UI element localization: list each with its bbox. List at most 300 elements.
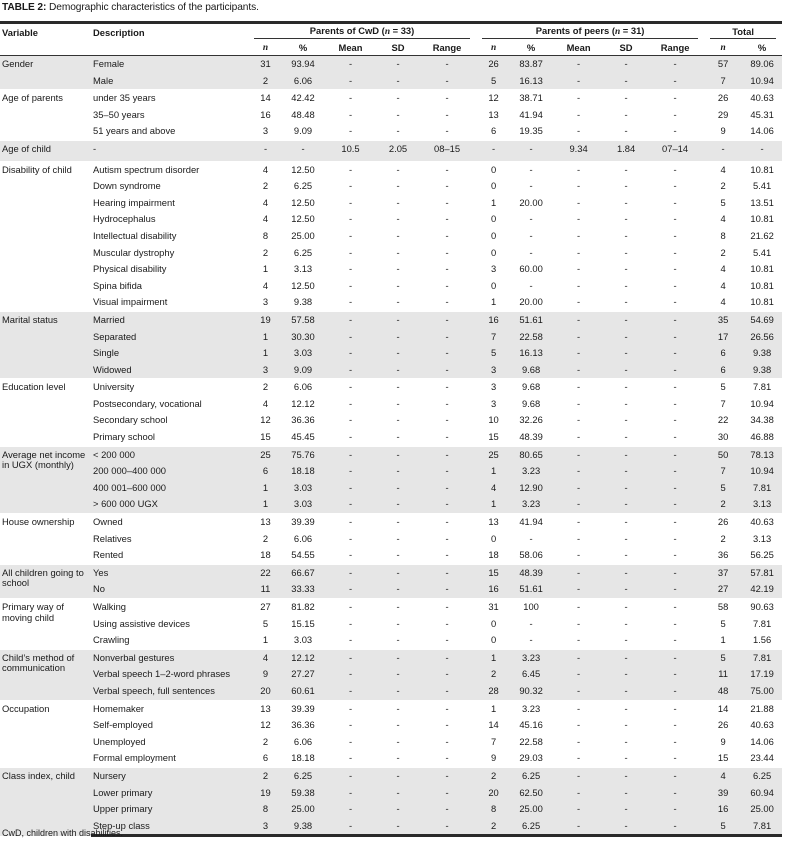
total-pct-cell: 9.38 <box>742 362 782 379</box>
peers-pct-cell: - <box>529 634 533 646</box>
cwd-range-cell: - <box>418 496 476 513</box>
peers-sd-cell: - <box>606 683 646 700</box>
cwd-range-cell: - <box>445 752 449 764</box>
cwd-n-cell: 13 <box>248 700 283 717</box>
peers-range-cell: - <box>673 213 677 225</box>
total-n-cell: 7 <box>704 463 742 480</box>
peers-n-cell: 20 <box>476 785 511 802</box>
peers-mean-cell: - <box>577 752 581 764</box>
header-blank <box>0 40 91 56</box>
peers-mean-cell: - <box>551 496 606 513</box>
cwd-sd-cell: - <box>378 56 418 73</box>
description-cell: Relatives <box>93 532 132 544</box>
total-pct-cell: 25.00 <box>742 801 782 818</box>
cwd-sd-cell: - <box>396 431 400 443</box>
description-cell: Homemaker <box>91 700 248 717</box>
cwd-pct-cell: 27.27 <box>283 666 323 683</box>
peers-sd-cell: - <box>606 599 646 616</box>
cwd-n-cell: 6 <box>248 463 283 480</box>
description-cell: Verbal speech, full sentences <box>91 683 248 700</box>
cwd-n-cell: 1 <box>248 480 283 497</box>
peers-mean-cell: - <box>551 564 606 581</box>
cwd-n-cell: 1 <box>248 345 283 362</box>
cwd-sd-cell: - <box>378 683 418 700</box>
cwd-pct-cell: 81.82 <box>283 599 323 616</box>
total-pct-cell: 75.00 <box>742 683 782 700</box>
peers-n-cell: 13 <box>476 514 511 531</box>
peers-n-cell: 15 <box>488 431 499 443</box>
table-row <box>0 649 782 666</box>
header-peers-mean: Mean <box>551 40 606 56</box>
table-row <box>0 446 782 463</box>
cwd-range-cell: - <box>418 649 476 666</box>
total-pct-cell: 5.41 <box>752 246 772 258</box>
cwd-pct-cell: 6.06 <box>293 532 313 544</box>
description-cell: Down syndrome <box>93 180 161 192</box>
peers-pct-cell: 51.61 <box>511 581 551 598</box>
total-pct-cell: - <box>742 140 782 161</box>
peers-pct-cell: 58.06 <box>519 549 543 561</box>
peers-mean-cell: - <box>551 90 606 107</box>
cwd-mean-cell: - <box>348 229 353 241</box>
peers-mean-cell: - <box>551 581 606 598</box>
header-peers-pct: % <box>511 40 551 56</box>
peers-n-cell: 0 <box>476 161 511 178</box>
header-cwd-pct: % <box>283 40 323 56</box>
cwd-pct-cell: 12.50 <box>291 196 315 208</box>
table-row <box>0 261 782 278</box>
total-n-cell: 2 <box>720 532 726 544</box>
cwd-mean-cell: - <box>323 73 378 90</box>
peers-n-cell: 0 <box>490 634 497 646</box>
variable-cell: House ownership <box>0 514 91 565</box>
cwd-pct-cell: 25.00 <box>291 229 315 241</box>
cwd-mean-cell: - <box>348 279 353 291</box>
total-pct-cell: 78.13 <box>742 446 782 463</box>
peers-pct-cell: 29.03 <box>519 752 543 764</box>
description-cell: Visual impairment <box>93 296 168 308</box>
cwd-pct-cell: 45.45 <box>291 431 315 443</box>
peers-range-cell: - <box>673 735 677 747</box>
peers-sd-cell: - <box>624 296 628 308</box>
peers-sd-cell: - <box>624 108 628 120</box>
header-group-cwd: Parents of CwD (n = 33) <box>248 23 476 41</box>
cwd-sd-cell: - <box>378 90 418 107</box>
peers-range-cell: - <box>646 161 704 178</box>
peers-range-cell: - <box>646 345 704 362</box>
peers-range-cell: - <box>646 480 704 497</box>
description-cell: 35–50 years <box>93 108 145 120</box>
cwd-sd-cell: - <box>378 785 418 802</box>
cwd-n-cell: 20 <box>248 683 283 700</box>
cwd-n-cell: 6 <box>262 752 269 764</box>
peers-range-cell: - <box>673 752 677 764</box>
peers-mean-cell: - <box>577 532 581 544</box>
total-pct-cell: 7.81 <box>752 617 772 629</box>
cwd-n-cell: 16 <box>260 108 271 120</box>
peers-n-cell: 14 <box>488 719 499 731</box>
description-cell: Postsecondary, vocational <box>93 397 202 409</box>
table-row <box>0 429 782 446</box>
cwd-mean-cell: 10.5 <box>323 140 378 161</box>
cwd-mean-cell: - <box>348 719 353 731</box>
total-pct-cell: 7.81 <box>742 649 782 666</box>
peers-n-cell: 0 <box>490 617 497 629</box>
cwd-mean-cell: - <box>348 180 353 192</box>
table-row <box>0 211 782 228</box>
peers-pct-cell: 9.68 <box>511 362 551 379</box>
total-pct-cell: 17.19 <box>742 666 782 683</box>
total-pct-cell: 45.31 <box>750 108 774 120</box>
cwd-range-cell: - <box>418 599 476 616</box>
table-row <box>0 123 782 140</box>
peers-mean-cell: 9.34 <box>551 140 606 161</box>
cwd-n-cell: 12 <box>260 414 271 426</box>
cwd-sd-cell: - <box>378 480 418 497</box>
peers-pct-cell: 83.87 <box>511 56 551 73</box>
peers-range-cell: - <box>673 397 677 409</box>
table-label: TABLE 2: <box>2 2 47 13</box>
table-row <box>0 750 782 767</box>
total-n-cell: 35 <box>704 311 742 328</box>
cwd-mean-cell: - <box>323 818 378 836</box>
peers-n-cell: 15 <box>476 564 511 581</box>
table-row <box>0 531 782 548</box>
header-peers-range: Range <box>646 40 704 56</box>
peers-n-cell: 0 <box>490 229 497 241</box>
variable-cell: Age of parents <box>0 90 91 141</box>
table-title: Demographic characteristics of the participants. <box>46 2 259 13</box>
peers-mean-cell: - <box>577 229 581 241</box>
peers-mean-cell: - <box>577 634 581 646</box>
cwd-pct-cell: 75.76 <box>283 446 323 463</box>
cwd-n-cell: 4 <box>262 397 269 409</box>
cwd-n-cell: 4 <box>262 196 269 208</box>
variable-cell: Primary way of moving child <box>0 599 91 650</box>
cwd-mean-cell: - <box>323 311 378 328</box>
table-row <box>0 632 782 649</box>
cwd-mean-cell: - <box>348 296 353 308</box>
table-row <box>0 294 782 311</box>
total-n-cell: 17 <box>704 329 742 346</box>
total-n-cell: 26 <box>717 719 729 731</box>
peers-pct-cell: 12.90 <box>511 480 551 497</box>
total-n-cell: 4 <box>704 161 742 178</box>
total-n-cell: 7 <box>720 397 726 409</box>
cwd-pct-cell: 12.50 <box>291 213 315 225</box>
cwd-sd-cell: - <box>396 296 400 308</box>
cwd-n-cell: - <box>248 140 283 161</box>
peers-mean-cell: - <box>551 700 606 717</box>
peers-pct-cell: 62.50 <box>511 785 551 802</box>
cwd-range-cell: - <box>418 581 476 598</box>
total-n-cell: 4 <box>720 279 726 291</box>
peers-sd-cell: - <box>606 649 646 666</box>
total-pct-cell: 10.94 <box>742 73 782 90</box>
cwd-sd-cell: - <box>378 446 418 463</box>
peers-n-cell: 12 <box>476 90 511 107</box>
total-pct-cell: 13.51 <box>750 196 774 208</box>
total-n-cell: 26 <box>704 514 742 531</box>
peers-pct-cell: 90.32 <box>511 683 551 700</box>
cwd-sd-cell: - <box>378 379 418 396</box>
total-n-cell: 7 <box>704 73 742 90</box>
cwd-range-cell: - <box>418 311 476 328</box>
cwd-pct-cell: 3.03 <box>283 480 323 497</box>
peers-mean-cell: - <box>577 108 581 120</box>
peers-range-cell: - <box>673 414 677 426</box>
peers-mean-cell: - <box>577 296 581 308</box>
peers-n-cell: 28 <box>476 683 511 700</box>
peers-n-cell: 7 <box>490 735 497 747</box>
peers-pct-cell: 3.23 <box>511 496 551 513</box>
total-n-cell: 4 <box>704 767 742 784</box>
peers-n-cell: 8 <box>476 801 511 818</box>
header-group-peers: Parents of peers (n = 31) <box>476 23 704 41</box>
cwd-n-cell: 9 <box>248 666 283 683</box>
peers-mean-cell: - <box>577 719 581 731</box>
peers-pct-cell: - <box>529 246 533 258</box>
cwd-mean-cell: - <box>323 649 378 666</box>
total-n-cell: 11 <box>704 666 742 683</box>
description-cell: Hydrocephalus <box>93 213 156 225</box>
cwd-pct-cell: 66.67 <box>283 564 323 581</box>
peers-mean-cell: - <box>551 311 606 328</box>
cwd-range-cell: - <box>445 196 449 208</box>
peers-sd-cell: - <box>606 73 646 90</box>
table-row <box>0 245 782 262</box>
total-n-cell: 26 <box>704 90 742 107</box>
cwd-range-cell: - <box>418 90 476 107</box>
total-pct-cell: 7.81 <box>742 818 782 836</box>
peers-n-cell: 2 <box>476 818 511 836</box>
peers-mean-cell: - <box>551 56 606 73</box>
description-cell: Nonverbal gestures <box>91 649 248 666</box>
peers-mean-cell: - <box>577 246 581 258</box>
cwd-mean-cell: - <box>348 246 353 258</box>
cwd-mean-cell: - <box>348 108 353 120</box>
peers-range-cell: 07–14 <box>646 140 704 161</box>
cwd-range-cell: - <box>445 397 449 409</box>
cwd-n-cell: 5 <box>262 617 269 629</box>
peers-mean-cell: - <box>577 263 581 275</box>
cwd-range-cell: - <box>418 801 476 818</box>
description-cell: Primary school <box>93 431 155 443</box>
description-cell: Autism spectrum disorder <box>91 161 248 178</box>
total-n-cell: 5 <box>704 480 742 497</box>
peers-pct-cell: 19.35 <box>519 125 543 137</box>
peers-range-cell: - <box>673 634 677 646</box>
cwd-sd-cell: - <box>396 229 400 241</box>
peers-pct-cell: 48.39 <box>511 564 551 581</box>
peers-sd-cell: - <box>606 581 646 598</box>
peers-sd-cell: - <box>624 414 628 426</box>
total-pct-cell: 57.81 <box>742 564 782 581</box>
peers-pct-cell: 6.45 <box>511 666 551 683</box>
cwd-range-cell: - <box>445 431 449 443</box>
cwd-pct-cell: 93.94 <box>283 56 323 73</box>
total-n-cell: 37 <box>704 564 742 581</box>
peers-n-cell: 0 <box>490 180 497 192</box>
peers-sd-cell: - <box>606 161 646 178</box>
peers-range-cell: - <box>646 56 704 73</box>
cwd-sd-cell: - <box>378 818 418 836</box>
description-cell: Married <box>91 311 248 328</box>
peers-pct-cell: 41.94 <box>511 514 551 531</box>
cwd-n-cell: 27 <box>248 599 283 616</box>
peers-n-cell: 2 <box>476 666 511 683</box>
peers-sd-cell: - <box>624 617 628 629</box>
peers-n-cell: 0 <box>490 532 497 544</box>
description-cell: Step-up class <box>91 818 248 836</box>
total-pct-cell: 89.06 <box>742 56 782 73</box>
cwd-n-cell: 12 <box>260 719 271 731</box>
cwd-mean-cell: - <box>348 414 353 426</box>
cwd-mean-cell: - <box>348 735 353 747</box>
variable-cell: Class index, child <box>0 767 91 835</box>
cwd-n-cell: 4 <box>248 649 283 666</box>
demographics-table <box>0 21 782 837</box>
table-row <box>0 195 782 212</box>
description-cell: Using assistive devices <box>93 617 190 629</box>
cwd-mean-cell: - <box>323 683 378 700</box>
peers-mean-cell: - <box>551 379 606 396</box>
table-row <box>0 717 782 734</box>
peers-mean-cell: - <box>551 161 606 178</box>
peers-range-cell: - <box>646 649 704 666</box>
peers-range-cell: - <box>673 431 677 443</box>
table-row <box>0 734 782 751</box>
description-cell: Unemployed <box>93 735 146 747</box>
table-row <box>0 463 782 480</box>
peers-pct-cell: 25.00 <box>511 801 551 818</box>
cwd-mean-cell: - <box>323 599 378 616</box>
peers-sd-cell: - <box>606 463 646 480</box>
cwd-range-cell: - <box>418 683 476 700</box>
cwd-range-cell: - <box>418 362 476 379</box>
peers-pct-cell: - <box>529 617 533 629</box>
table-row <box>0 616 782 633</box>
peers-sd-cell: - <box>606 767 646 784</box>
table-row <box>0 785 782 802</box>
table-row <box>0 329 782 346</box>
peers-sd-cell: - <box>624 180 628 192</box>
peers-mean-cell: - <box>551 329 606 346</box>
cwd-mean-cell: - <box>323 514 378 531</box>
description-cell: Separated <box>91 329 248 346</box>
cwd-n-cell: 1 <box>248 329 283 346</box>
total-pct-cell: 10.94 <box>750 397 774 409</box>
cwd-mean-cell: - <box>348 125 353 137</box>
peers-range-cell: - <box>646 496 704 513</box>
description-cell: Nursery <box>91 767 248 784</box>
cwd-mean-cell: - <box>348 752 353 764</box>
peers-pct-cell: - <box>529 229 533 241</box>
cwd-mean-cell: - <box>348 549 353 561</box>
description-cell: Intellectual disability <box>93 229 177 241</box>
peers-sd-cell: - <box>606 311 646 328</box>
peers-pct-cell: - <box>529 279 533 291</box>
peers-n-cell: 25 <box>476 446 511 463</box>
total-n-cell: 27 <box>704 581 742 598</box>
cwd-sd-cell: - <box>396 263 400 275</box>
peers-sd-cell: - <box>606 700 646 717</box>
cwd-sd-cell: - <box>396 414 400 426</box>
peers-n-cell: 9 <box>490 752 497 764</box>
peers-sd-cell: - <box>606 666 646 683</box>
header-cwd-mean: Mean <box>323 40 378 56</box>
cwd-sd-cell: - <box>396 634 400 646</box>
peers-pct-cell: 22.58 <box>519 735 543 747</box>
peers-range-cell: - <box>646 801 704 818</box>
peers-range-cell: - <box>646 581 704 598</box>
peers-range-cell: - <box>646 362 704 379</box>
variable-cell: Gender <box>0 56 91 90</box>
table-row <box>0 362 782 379</box>
cwd-mean-cell: - <box>323 90 378 107</box>
total-n-cell: 16 <box>704 801 742 818</box>
peers-range-cell: - <box>673 246 677 258</box>
table-row <box>0 107 782 124</box>
header-group-total: Total <box>704 23 782 41</box>
total-n-cell: 6 <box>704 345 742 362</box>
cwd-range-cell: - <box>418 666 476 683</box>
total-n-cell: 9 <box>720 125 726 137</box>
cwd-pct-cell: 25.00 <box>283 801 323 818</box>
total-n-cell: 5 <box>720 617 726 629</box>
table-row <box>0 56 782 73</box>
cwd-pct-cell: 6.25 <box>293 180 313 192</box>
peers-sd-cell: - <box>624 735 628 747</box>
cwd-range-cell: - <box>418 463 476 480</box>
cwd-sd-cell: - <box>396 196 400 208</box>
total-n-cell: 36 <box>717 549 729 561</box>
header-cwd-sd: SD <box>378 40 418 56</box>
total-pct-cell: 10.81 <box>750 279 774 291</box>
peers-mean-cell: - <box>551 446 606 463</box>
peers-mean-cell: - <box>577 180 581 192</box>
total-n-cell: 9 <box>720 735 726 747</box>
peers-range-cell: - <box>673 532 677 544</box>
total-n-cell: 2 <box>720 180 726 192</box>
cwd-mean-cell: - <box>323 362 378 379</box>
cwd-n-cell: 13 <box>248 514 283 531</box>
cwd-pct-cell: 54.55 <box>291 549 315 561</box>
total-pct-cell: 10.81 <box>750 213 774 225</box>
total-pct-cell: 34.38 <box>750 414 774 426</box>
cwd-n-cell: 15 <box>260 431 271 443</box>
table-row <box>0 161 782 178</box>
peers-mean-cell: - <box>551 480 606 497</box>
cwd-range-cell: - <box>418 345 476 362</box>
cwd-sd-cell: - <box>396 719 400 731</box>
peers-range-cell: - <box>646 311 704 328</box>
peers-n-cell: 18 <box>488 549 499 561</box>
table-row <box>0 683 782 700</box>
table-row <box>0 228 782 245</box>
variable-cell: All children going to school <box>0 564 91 598</box>
cwd-mean-cell: - <box>348 532 353 544</box>
peers-sd-cell: - <box>624 229 628 241</box>
description-cell: Yes <box>91 564 248 581</box>
table-row <box>0 90 782 107</box>
cwd-range-cell: - <box>445 735 449 747</box>
peers-sd-cell: - <box>606 329 646 346</box>
peers-sd-cell: - <box>624 549 628 561</box>
peers-mean-cell: - <box>551 767 606 784</box>
table-row <box>0 278 782 295</box>
peers-sd-cell: - <box>624 752 628 764</box>
